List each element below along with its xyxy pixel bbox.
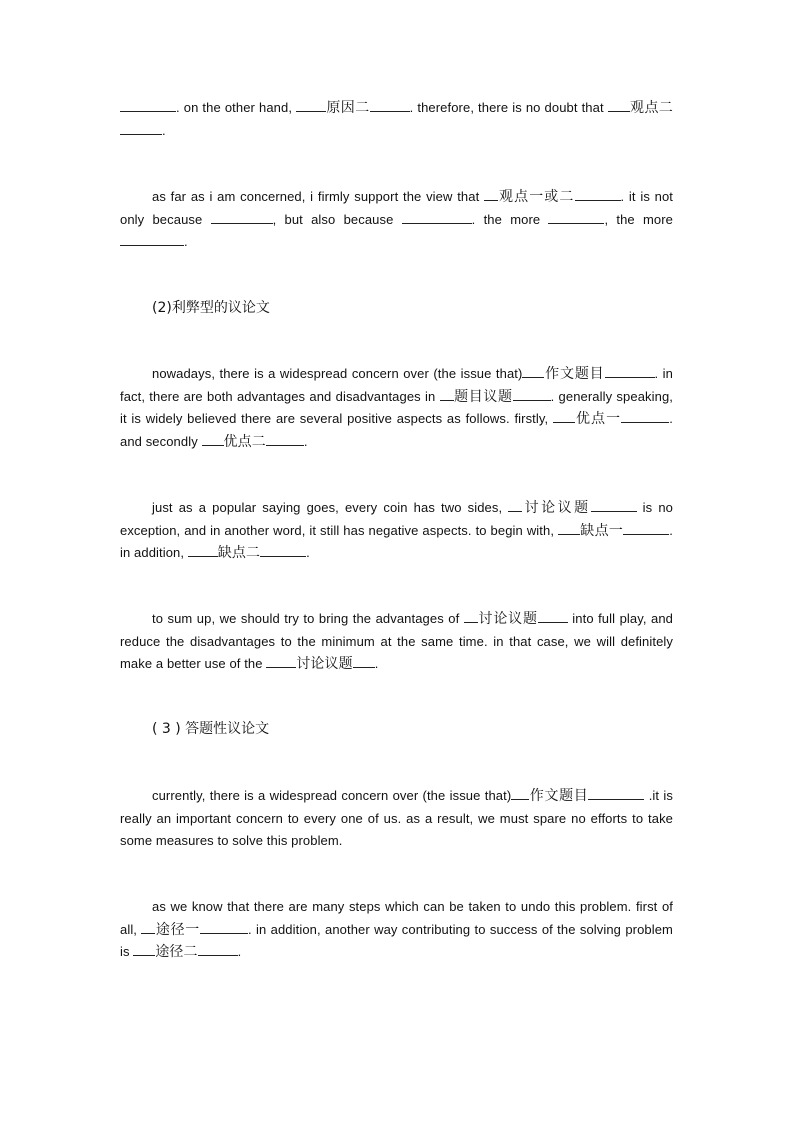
placeholder-label: 优点二 xyxy=(223,433,266,450)
blank xyxy=(202,431,224,446)
blank xyxy=(353,653,375,668)
text: currently, there is a widespread concern over (the issue that) xyxy=(152,788,512,803)
paragraph-disadvantages xyxy=(120,497,673,565)
blank xyxy=(588,785,644,800)
blank xyxy=(120,231,184,246)
placeholder-label: 观点二 xyxy=(629,100,673,116)
text: as far as i am concerned, i firmly support the view that xyxy=(152,189,484,204)
section-heading-answer: ( 3 ) 答题性议论文 xyxy=(152,721,270,737)
blank xyxy=(370,97,410,112)
blank xyxy=(623,520,669,535)
blank xyxy=(575,186,621,201)
blank xyxy=(513,386,551,401)
blank xyxy=(266,653,296,668)
text: . xyxy=(374,656,379,671)
blank xyxy=(591,497,637,512)
text: . xyxy=(162,122,166,138)
blank xyxy=(120,120,162,135)
blank xyxy=(402,209,472,224)
blank xyxy=(260,542,306,557)
section-heading-pros-cons: (2)利弊型的议论文 xyxy=(152,300,270,316)
paragraph-conclusion xyxy=(120,608,673,676)
text: . generally speaking, it is widely believed there are several positive aspects as follows. firstly, xyxy=(120,388,673,426)
placeholder-label: 作文题目 xyxy=(544,366,605,382)
text: nowadays, there is a widespread concern over (the issue that) xyxy=(152,366,523,381)
text: . therefore, there is no doubt that xyxy=(409,100,608,115)
text: . on the other hand, xyxy=(176,100,297,115)
text: , the more xyxy=(604,211,673,227)
text: , but also because xyxy=(272,211,402,227)
text: . the more xyxy=(471,211,549,227)
placeholder-label: 观点一或二 xyxy=(498,189,575,205)
placeholder-label: 讨论议题 xyxy=(522,500,591,516)
text: . xyxy=(303,433,308,449)
blank xyxy=(621,408,669,423)
placeholder-label: 缺点一 xyxy=(580,522,624,539)
text: .it is really an important concern to every one of us. as a result, we must spare no efforts to take some measures to solve this problem. xyxy=(120,788,673,848)
blank xyxy=(141,919,155,934)
blank xyxy=(538,608,568,623)
blank xyxy=(198,941,238,956)
blank xyxy=(211,209,273,224)
blank xyxy=(133,941,155,956)
text: . xyxy=(306,545,310,560)
blank xyxy=(608,97,630,112)
text: . in addition, xyxy=(120,522,673,560)
placeholder-label: 作文题目 xyxy=(529,788,589,804)
blank xyxy=(553,408,575,423)
text: into full play, and reduce the disadvantages to the minimum at the same time. in that case, we will definitely make a better use of the xyxy=(120,611,673,671)
placeholder-label: 讨论议题 xyxy=(296,656,353,672)
blank xyxy=(605,363,655,378)
placeholder-label: 缺点二 xyxy=(217,545,261,561)
paragraph-solutions xyxy=(120,896,673,964)
blank xyxy=(522,363,544,378)
text: just as a popular saying goes, every coin has two sides, xyxy=(152,500,509,515)
text: is no exception, and in another word, it still has negative aspects. to begin with, xyxy=(120,500,674,538)
text: . xyxy=(237,944,242,959)
text: . it is not only because xyxy=(120,189,674,227)
blank xyxy=(484,186,498,201)
blank xyxy=(266,431,304,446)
paragraph-opinion xyxy=(120,186,673,254)
paragraph-advantages xyxy=(120,363,673,453)
placeholder-label: 讨论议题 xyxy=(477,611,538,627)
placeholder-label: 途径一 xyxy=(155,921,200,938)
blank xyxy=(200,919,248,934)
paragraph-reason-two xyxy=(120,97,673,142)
blank xyxy=(296,97,326,112)
paragraph-problem-intro xyxy=(120,785,673,853)
placeholder-label: 途径二 xyxy=(155,944,198,960)
blank xyxy=(188,542,218,557)
text: to sum up, we should try to bring the advantages of xyxy=(152,611,464,626)
blank xyxy=(508,497,522,512)
placeholder-label: 原因二 xyxy=(326,100,370,116)
text: . in fact, there are both advantages and disadvantages in xyxy=(120,366,673,404)
blank xyxy=(548,209,604,224)
text: . and secondly xyxy=(120,411,673,449)
placeholder-label: 优点一 xyxy=(574,411,622,427)
text: . in addition, another way contributing to success of the solving problem is xyxy=(120,921,673,959)
text: as we know that there are many steps which can be taken to undo this problem. first of all, xyxy=(120,899,673,937)
text: . xyxy=(184,234,188,249)
blank xyxy=(464,608,478,623)
blank xyxy=(558,520,580,535)
placeholder-label: 题目议题 xyxy=(453,388,513,405)
blank xyxy=(440,386,454,401)
blank xyxy=(120,97,176,112)
blank xyxy=(511,785,529,800)
